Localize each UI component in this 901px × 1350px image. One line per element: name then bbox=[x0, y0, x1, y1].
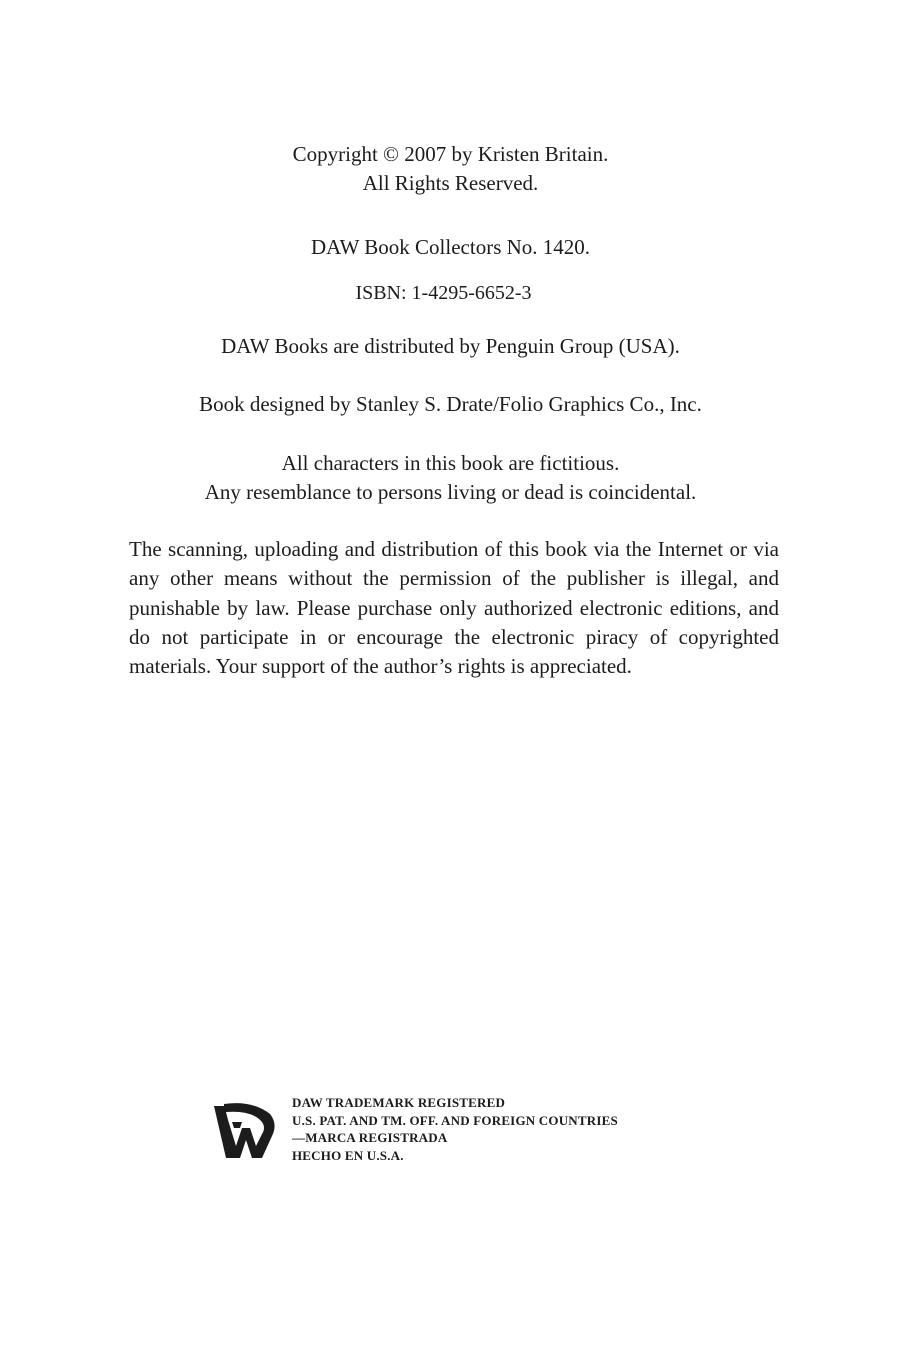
fiction-disclaimer-line2: Any resemblance to persons living or dead is coincidental. bbox=[204, 480, 697, 504]
trademark-line: —MARCA REGISTRADA bbox=[292, 1130, 448, 1145]
design-credit: Book designed by Stanley S. Drate/Folio Graphics Co., Inc. bbox=[199, 392, 702, 416]
fiction-disclaimer-line1: All characters in this book are fictitious. bbox=[281, 451, 620, 475]
rights-reserved-line: All Rights Reserved. bbox=[362, 171, 539, 195]
daw-logo bbox=[212, 1100, 276, 1160]
piracy-notice: The scanning, uploading and distribution of this book via the Internet or via any other means without the permission of the publisher is illegal, and punishable by law. Please purchase only authorized electronic editions, and do not participate in or encourage the electronic piracy of copyrighted materials. Your support of the author’s rights is appreciated. bbox=[129, 537, 779, 679]
trademark-text bbox=[292, 1094, 618, 1164]
trademark-block bbox=[212, 1094, 732, 1174]
collectors-number: DAW Book Collectors No. 1420. bbox=[310, 235, 591, 259]
distribution-line: DAW Books are distributed by Penguin Group (USA). bbox=[221, 334, 680, 358]
trademark-line: HECHO EN U.S.A. bbox=[292, 1147, 404, 1163]
trademark-line: U.S. PAT. AND TM. OFF. AND FOREIGN COUNTRIES bbox=[292, 1112, 618, 1128]
trademark-line: DAW TRADEMARK REGISTERED bbox=[292, 1095, 506, 1110]
isbn: ISBN: 1-4295-6652-3 bbox=[355, 282, 532, 304]
copyright-line: Copyright © 2007 by Kristen Britain. bbox=[292, 142, 609, 166]
